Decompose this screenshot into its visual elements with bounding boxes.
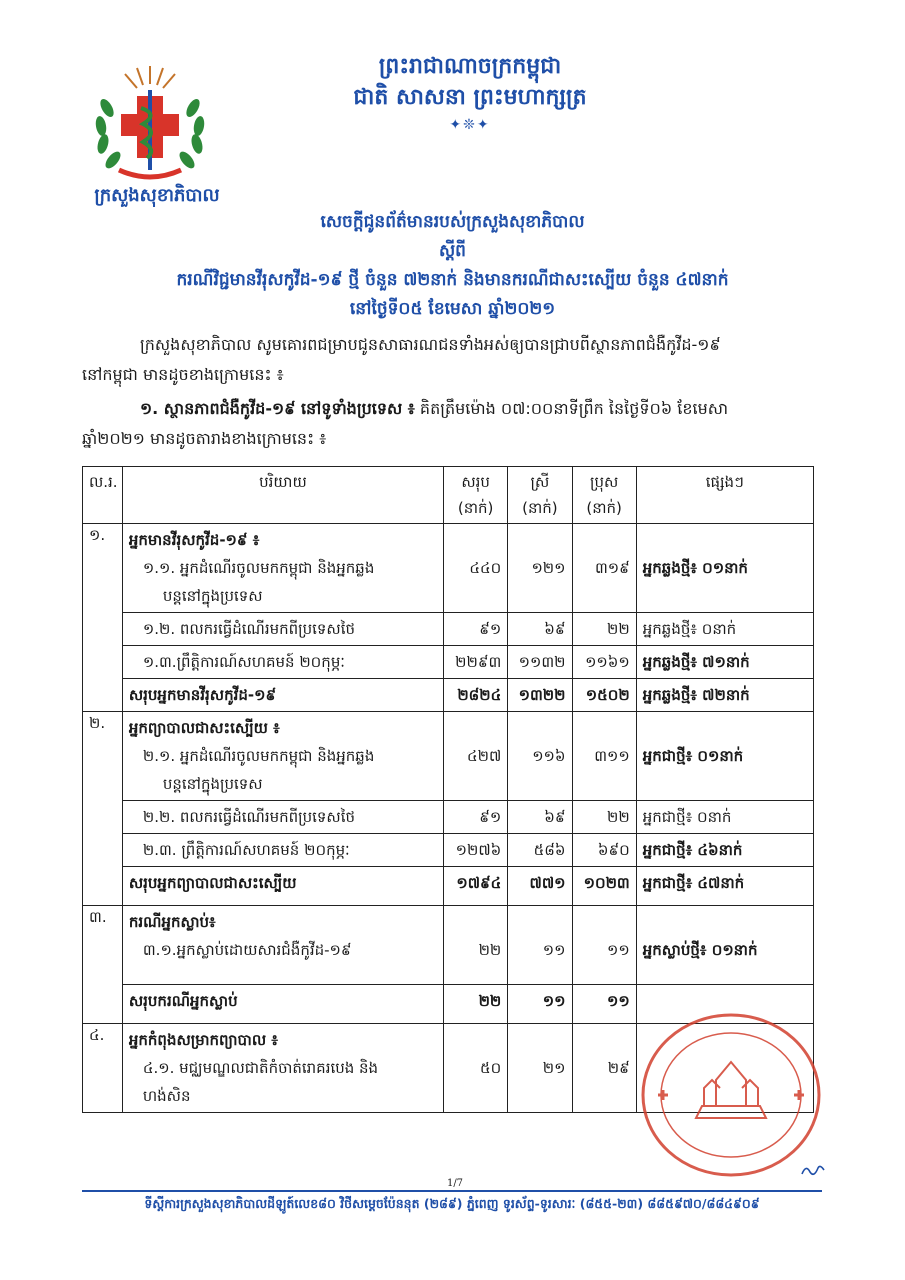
group-number: ២. xyxy=(83,712,123,906)
group-number: ១. xyxy=(83,524,123,712)
cell-total: ២២ xyxy=(478,941,502,959)
cell-other: អ្នកជាថ្មី៖ ០១នាក់ xyxy=(642,747,744,765)
cell-total: ៩១ xyxy=(444,801,508,834)
table-header-row xyxy=(83,467,814,524)
table-row xyxy=(83,613,814,646)
cell-female: ១១ xyxy=(508,985,572,1024)
ministry-emblem-icon xyxy=(85,58,215,188)
cell-total: ១២៧៦ xyxy=(444,834,508,867)
col-header-desc: បរិយាយ xyxy=(122,467,443,524)
table-row xyxy=(83,646,814,679)
cell-total: ១៧៩៤ xyxy=(444,867,508,906)
cell-total: ២២៩៣ xyxy=(444,646,508,679)
cell-male: ១១៦១ xyxy=(572,646,636,679)
cell-other: អ្នកជាថ្មី៖ ០នាក់ xyxy=(636,801,813,834)
cell-total: ២៨២៤ xyxy=(444,679,508,712)
row-desc: ២.២. ពលករធ្វើដំណើរមកពីប្រទេសថៃ xyxy=(122,801,443,834)
cell-female: ៧៧១ xyxy=(508,867,572,906)
cell-total: ២២ xyxy=(444,985,508,1024)
cell-male: ១១ xyxy=(572,985,636,1024)
press-release-title xyxy=(90,208,815,324)
kingdom-name: ព្រះរាជាណាចក្រកម្ពុជា xyxy=(378,54,562,79)
cell-female: ១១ xyxy=(542,941,566,959)
cell-total: ៥០ xyxy=(480,1059,502,1077)
cell-total: ៩១ xyxy=(444,613,508,646)
cell-male: ២២ xyxy=(572,801,636,834)
cell-male: ១៥០២ xyxy=(572,679,636,712)
cell-other: អ្នកជាថ្មី៖ ៤៦នាក់ xyxy=(636,834,813,867)
col-header-total: សរុប (នាក់) xyxy=(444,467,508,524)
row-desc: ១.២. ពលករធ្វើដំណើរមកពីប្រទេសថៃ xyxy=(122,613,443,646)
cell-male: ២២ xyxy=(572,613,636,646)
cell-female: ១៣២២ xyxy=(508,679,572,712)
table-row xyxy=(83,834,814,867)
intro-line-1: ក្រសួងសុខាភិបាល សូមគោរពជម្រាបជូនសាធារណជនទាំងអស់ឲ្យបានជ្រាបពីស្ថានភាពជំងឺកូវីដ-១៩ xyxy=(140,335,721,354)
col-header-female: ស្រី (នាក់) xyxy=(508,467,572,524)
col-header-other: ផ្សេងៗ xyxy=(636,467,813,524)
group-title: ករណីអ្នកស្លាប់៖ xyxy=(128,913,216,931)
cell-female: ២១ xyxy=(542,1059,566,1077)
section-1-text-2: ឆ្នាំ២០២១ មានដូចតារាងខាងក្រោមនេះ ៖ xyxy=(82,429,327,448)
cell-male: ៣១១ xyxy=(594,747,630,765)
row-desc: ៣.១.អ្នកស្លាប់ដោយសារជំងឺកូវីដ-១៩ xyxy=(142,941,352,959)
row-desc: ២.១. អ្នកដំណើរចូលមកកម្ពុជា និងអ្នកឆ្លង xyxy=(142,747,375,765)
cell-male: ៣១៩ xyxy=(594,559,630,577)
row-desc-cont: បន្តនៅក្នុងប្រទេស xyxy=(162,587,263,605)
footer-address: ទីស្តីការក្រសួងសុខាភិបាលដីឡូត៍លេខ៨០ វិថីសម្តេចប៉ែននុត (២៨៩) ភ្នំពេញ ទូរស័ព្ទ-ទូរសារៈ (៨៥៥-២៣) ៨៨៥៩៧០/៨៨៤៩០៩ xyxy=(144,1196,760,1211)
section-1-heading: ១. ស្ថានភាពជំងឺកូវីដ-១៩ នៅទូទាំងប្រទេស ៖ xyxy=(140,399,415,418)
cell-male: ២៩ xyxy=(607,1059,630,1077)
cell-other: អ្នកឆ្លងថ្មី៖ ០នាក់ xyxy=(636,613,813,646)
group-title: អ្នកកំពុងសម្រាកព្យាបាល ៖ xyxy=(128,1031,278,1049)
intro-paragraph xyxy=(82,330,822,390)
table-row xyxy=(83,712,814,801)
cell-female: ៥៨៦ xyxy=(508,834,572,867)
group-number: ៤. xyxy=(83,1024,123,1113)
cell-female: ៦៩ xyxy=(508,801,572,834)
cell-other: អ្នកជាថ្មី៖ ៤៧នាក់ xyxy=(636,867,813,906)
table-row xyxy=(83,524,814,613)
table-row xyxy=(83,801,814,834)
group-title: អ្នកព្យាបាលជាសះស្បើយ ៖ xyxy=(128,719,280,737)
row-desc: សរុបអ្នកព្យាបាលជាសះស្បើយ xyxy=(122,867,443,906)
official-stamp-icon xyxy=(636,1010,826,1180)
cell-other: អ្នកឆ្លងថ្មី៖ ០១នាក់ xyxy=(642,559,748,577)
cell-other: អ្នកឆ្លងថ្មី៖ ៧១នាក់ xyxy=(636,646,813,679)
row-desc: ២.៣. ព្រឹត្តិការណ៍សហគមន៍ ២០កុម្ភៈ xyxy=(122,834,443,867)
footer-divider xyxy=(82,1190,822,1192)
cell-female: ១១៣២ xyxy=(508,646,572,679)
title-line-3: ករណីវិជ្ជមានវីរុសកូវីដ-១៩ ថ្មី ចំនួន ៧២នាក់ និងមានករណីជាសះស្បើយ ចំនួន ៤៧នាក់ xyxy=(176,270,729,290)
signature-mark-icon xyxy=(800,1162,826,1178)
cell-male: ១០២៣ xyxy=(572,867,636,906)
cell-male: ៦៩០ xyxy=(572,834,636,867)
kingdom-motto xyxy=(300,52,640,136)
cell-female: ៦៩ xyxy=(508,613,572,646)
cell-female: ១២១ xyxy=(531,559,566,577)
title-line-1: សេចក្តីជូនព័ត៌មានរបស់ក្រសួងសុខាភិបាល xyxy=(320,212,585,232)
section-1-text: គិតត្រឹមម៉ោង ០៧:០០នាទីព្រឹក នៃថ្ងៃទី០៦ ខែមេសា xyxy=(414,399,729,418)
page-number: 1/7 xyxy=(446,1178,464,1189)
row-desc-cont: បន្តនៅក្នុងប្រទេស xyxy=(162,775,263,793)
cell-other: អ្នកស្លាប់ថ្មី៖ ០១នាក់ xyxy=(642,941,758,959)
cell-male: ១១ xyxy=(607,941,630,959)
table-row xyxy=(83,906,814,985)
group-number: ៣. xyxy=(83,906,123,1024)
row-desc: ៤.១. មជ្ឈមណ្ឌលជាតិកំចាត់រោគរបេង និង xyxy=(142,1059,379,1077)
ministry-name: ក្រសួងសុខាភិបាល xyxy=(94,185,220,206)
group-title: អ្នកមានវីរុសកូវីដ-១៩ ៖ xyxy=(128,531,260,549)
intro-line-2: នៅកម្ពុជា មានដូចខាងក្រោមនេះ ៖ xyxy=(82,365,284,384)
row-desc: ១.៣.ព្រឹត្តិការណ៍សហគមន៍ ២០កុម្ភៈ xyxy=(122,646,443,679)
title-line-4: នៅថ្ងៃទី០៥ ខែមេសា ឆ្នាំ២០២១ xyxy=(349,299,556,319)
col-header-male: ប្រុស (នាក់) xyxy=(572,467,636,524)
row-desc: ១.១. អ្នកដំណើរចូលមកកម្ពុជា និងអ្នកឆ្លង xyxy=(142,559,375,577)
row-desc-cont: ហង់សិន xyxy=(142,1087,191,1105)
col-header-no: ល.រ. xyxy=(83,467,123,524)
total-row xyxy=(83,679,814,712)
cell-other: អ្នកឆ្លងថ្មី៖ ៧២នាក់ xyxy=(636,679,813,712)
nation-motto: ជាតិ សាសនា ព្រះមហាក្សត្រ xyxy=(353,85,587,110)
row-desc: សរុបករណីអ្នកស្លាប់ xyxy=(122,985,443,1024)
section-1 xyxy=(82,394,822,454)
title-line-2: ស្តីពី xyxy=(439,241,466,261)
cell-total: ៤៤០ xyxy=(469,559,502,577)
cell-female: ១១៦ xyxy=(532,747,566,765)
cell-total: ៤២៧ xyxy=(467,747,502,765)
total-row xyxy=(83,867,814,906)
ornament-divider: ✦❊✦ xyxy=(449,117,491,133)
row-desc: សរុបអ្នកមានវីរុសកូវីដ-១៩ xyxy=(122,679,443,712)
